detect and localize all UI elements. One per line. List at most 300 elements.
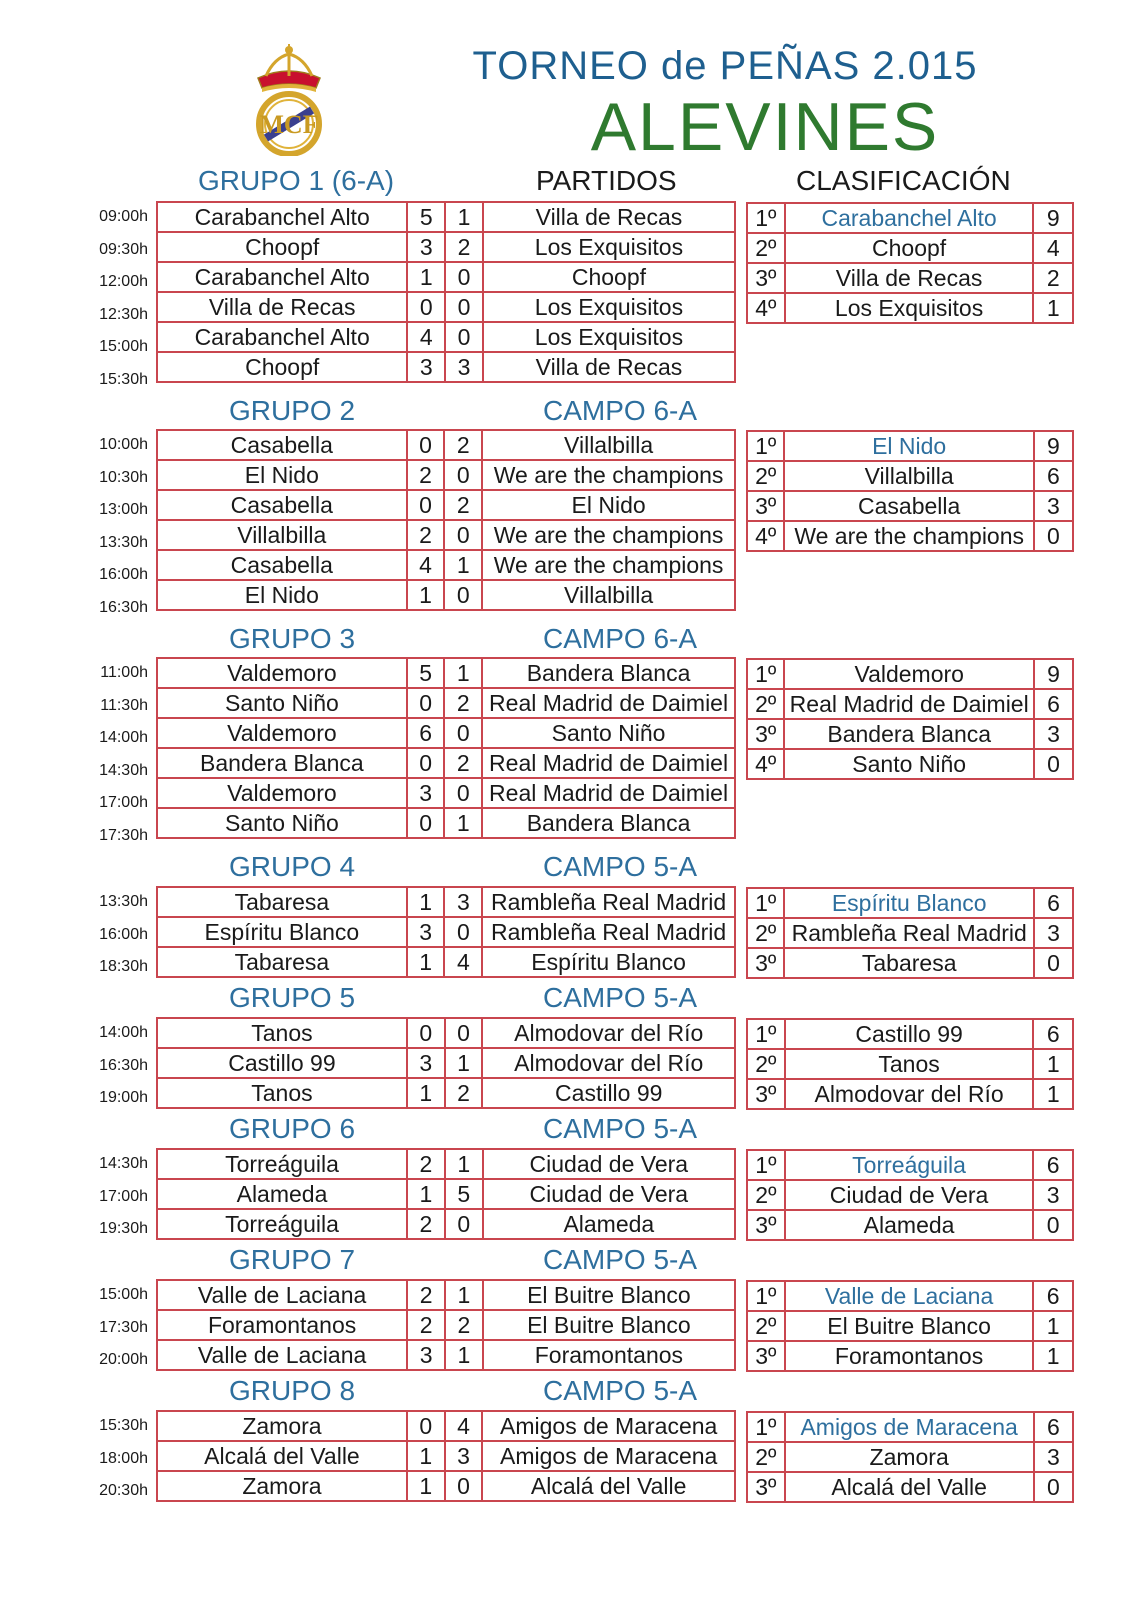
away-team: Castillo 99 [482,1078,735,1108]
standing-position: 2º [747,1180,785,1210]
home-score: 2 [407,1280,445,1310]
standing-team: Valdemoro [784,659,1034,689]
home-team: Choopf [157,352,407,382]
standings-table [746,430,1074,552]
match-row [157,1310,735,1340]
home-score: 1 [407,580,445,610]
group-name: GRUPO 6 [229,1113,356,1144]
home-score: 0 [407,490,445,520]
away-team: El Nido [482,490,735,520]
standing-points: 1 [1033,1311,1073,1341]
group-name: GRUPO 8 [229,1375,356,1406]
standing-team: Choopf [785,233,1034,263]
home-team: Valdemoro [157,658,407,688]
home-team: Foramontanos [157,1310,407,1340]
away-team: Bandera Blanca [482,658,735,688]
home-score: 6 [407,718,445,748]
match-time: 15:30h [99,1417,148,1434]
match-row [157,232,735,262]
standing-team: Zamora [785,1442,1034,1472]
match-time: 19:30h [99,1220,148,1237]
matches-table [156,1017,736,1109]
standing-points: 0 [1034,749,1073,779]
away-score: 2 [444,748,482,778]
standings-row [747,1019,1073,1049]
away-score: 0 [444,460,482,490]
standing-team: Foramontanos [785,1341,1034,1371]
standing-position: 3º [747,1341,785,1371]
home-team: Carabanchel Alto [157,322,407,352]
match-row [157,550,735,580]
standing-team: Amigos de Maracena [785,1412,1034,1442]
standing-team: We are the champions [784,521,1033,551]
match-row [157,1340,735,1370]
match-row [157,292,735,322]
home-team: Zamora [157,1411,407,1441]
standing-position: 2º [747,1311,785,1341]
match-row [157,1411,735,1441]
home-score: 2 [407,520,445,550]
home-team: Santo Niño [157,688,407,718]
home-score: 2 [407,1310,445,1340]
standing-team: El Nido [784,431,1033,461]
match-time: 18:00h [99,1449,148,1467]
away-team: We are the champions [482,520,735,550]
away-score: 3 [445,352,483,382]
standings-row [747,948,1073,978]
away-team: Villalbilla [482,430,735,460]
standings-row [747,1210,1073,1240]
away-team: Los Exquisitos [483,292,735,322]
standing-position: 1º [747,431,784,461]
matches-table [156,886,736,978]
standings-row [747,1281,1073,1311]
home-team: Villalbilla [157,520,407,550]
standings-row [747,1079,1073,1109]
standings-row [747,918,1073,948]
matches-heading: PARTIDOS [536,165,677,196]
away-score: 1 [444,808,482,838]
match-time: 17:30h [99,1318,148,1336]
home-score: 0 [407,1018,445,1048]
away-team: Alameda [483,1209,735,1239]
away-score: 3 [444,887,482,917]
standing-team: Rambleña Real Madrid [784,918,1034,948]
away-team: We are the champions [482,460,735,490]
standing-points: 6 [1033,1019,1073,1049]
match-row [157,322,735,352]
standings-row [747,1412,1073,1442]
standing-position: 2º [747,461,784,491]
match-time: 16:30h [99,598,148,616]
match-time: 13:30h [99,893,148,910]
home-team: Villa de Recas [157,292,407,322]
away-team: El Buitre Blanco [483,1280,735,1310]
match-row [157,1149,735,1179]
home-score: 0 [407,430,445,460]
standings-row [747,461,1073,491]
standings-table [746,658,1074,780]
standing-points: 6 [1034,888,1073,918]
standings-row [747,431,1073,461]
category-title: ALEVINES [590,89,940,165]
away-score: 1 [445,1149,483,1179]
standing-points: 4 [1033,233,1073,263]
group-name: GRUPO 4 [229,851,356,882]
standings-row [747,888,1073,918]
match-time: 09:30h [99,240,148,258]
standing-team: Torreáguila [785,1150,1034,1180]
away-score: 0 [444,778,482,808]
away-score: 2 [445,1078,483,1108]
match-row [157,688,735,718]
standing-position: 1º [747,1281,785,1311]
away-team: We are the champions [482,550,735,580]
home-team: Carabanchel Alto [157,202,407,232]
match-row [157,1179,735,1209]
away-score: 2 [444,490,482,520]
standing-team: Bandera Blanca [784,719,1034,749]
standing-team: Ciudad de Vera [785,1180,1034,1210]
club-crest-logo [244,44,334,156]
match-time: 20:30h [99,1482,148,1499]
crown-icon [258,44,320,92]
match-time: 13:00h [99,501,148,518]
standing-team: Almodovar del Río [785,1079,1034,1109]
matches-table [156,1279,736,1371]
standings-row [747,263,1073,293]
standings-row [747,719,1073,749]
match-time: 11:30h [100,696,148,714]
away-score: 1 [444,550,482,580]
standing-position: 1º [747,203,785,233]
home-score: 0 [407,688,445,718]
standing-points: 9 [1034,659,1073,689]
away-team: Los Exquisitos [483,322,735,352]
away-team: Alcalá del Valle [482,1471,735,1501]
away-team: Foramontanos [483,1340,735,1370]
standings-row [747,233,1073,263]
match-row [157,520,735,550]
standing-team: Castillo 99 [785,1019,1034,1049]
away-score: 0 [445,262,483,292]
home-team: Choopf [157,232,407,262]
standing-position: 3º [747,948,784,978]
away-score: 1 [445,202,483,232]
match-row [157,1048,735,1078]
field-label: CAMPO 5-A [543,1375,698,1406]
home-score: 1 [407,947,445,977]
standings-row [747,1180,1073,1210]
match-row [157,1471,735,1501]
match-time: 11:00h [100,664,148,681]
away-score: 0 [444,917,482,947]
away-team: Santo Niño [482,718,735,748]
away-team: Real Madrid de Daimiel [482,748,735,778]
match-time: 12:30h [99,305,148,323]
match-row [157,202,735,232]
away-score: 0 [445,1018,483,1048]
standing-position: 4º [747,521,784,551]
standings-row [747,1049,1073,1079]
match-time: 18:30h [99,958,148,975]
home-score: 5 [407,202,445,232]
standing-points: 6 [1034,689,1073,719]
standing-position: 1º [747,659,784,689]
home-score: 3 [407,352,445,382]
away-score: 0 [445,292,483,322]
match-time: 15:00h [99,1286,148,1303]
standings-row [747,491,1073,521]
standing-team: Tanos [785,1049,1034,1079]
group-name: GRUPO 1 (6-A) [198,165,395,196]
away-score: 4 [444,947,482,977]
away-team: Real Madrid de Daimiel [482,778,735,808]
standing-points: 3 [1033,1180,1073,1210]
standings-table [746,1149,1074,1241]
home-score: 1 [407,1441,445,1471]
away-score: 5 [445,1179,483,1209]
standings-row [747,1341,1073,1371]
match-time: 15:30h [99,370,148,388]
home-score: 1 [407,262,445,292]
away-score: 2 [445,1310,483,1340]
home-team: Valdemoro [157,718,407,748]
standing-position: 1º [747,1412,785,1442]
standing-position: 3º [747,1210,785,1240]
match-row [157,947,735,977]
away-score: 0 [445,322,483,352]
home-score: 2 [407,1149,445,1179]
standing-points: 2 [1033,263,1073,293]
standing-points: 6 [1034,461,1073,491]
home-score: 4 [407,550,445,580]
standing-points: 1 [1033,1341,1073,1371]
match-row [157,778,735,808]
home-score: 1 [407,1078,445,1108]
home-team: El Nido [157,460,407,490]
away-team: El Buitre Blanco [483,1310,735,1340]
match-row [157,460,735,490]
standings-row [747,203,1073,233]
home-team: Torreáguila [157,1149,407,1179]
standings-row [747,1442,1073,1472]
match-row [157,1018,735,1048]
away-team: Amigos de Maracena [482,1441,735,1471]
standing-points: 0 [1034,521,1073,551]
away-team: Almodovar del Río [482,1018,735,1048]
away-team: Villa de Recas [483,352,735,382]
svg-text:MCF: MCF [259,110,319,139]
home-score: 5 [407,658,445,688]
match-row [157,658,735,688]
match-time: 16:30h [99,1056,148,1074]
standings-row [747,659,1073,689]
match-row [157,1209,735,1239]
away-team: Rambleña Real Madrid [482,917,735,947]
standing-position: 2º [747,1442,785,1472]
standing-team: Real Madrid de Daimiel [784,689,1034,719]
field-label: CAMPO 6-A [543,623,698,654]
match-row [157,1078,735,1108]
away-score: 0 [444,718,482,748]
field-label: CAMPO 5-A [543,1113,698,1144]
standing-position: 3º [747,263,785,293]
group-name: GRUPO 3 [229,623,356,654]
standings-table [746,1411,1074,1503]
standings-row [747,1150,1073,1180]
match-row [157,887,735,917]
field-label: CAMPO 5-A [543,982,698,1013]
home-team: Tanos [157,1078,407,1108]
match-time: 16:00h [99,925,148,943]
home-team: Carabanchel Alto [157,262,407,292]
away-score: 2 [444,688,482,718]
field-label: CAMPO 6-A [543,395,698,426]
home-score: 3 [407,1340,445,1370]
standing-points: 1 [1033,1049,1073,1079]
away-team: Bandera Blanca [482,808,735,838]
standing-points: 3 [1034,719,1073,749]
standings-row [747,521,1073,551]
standing-position: 4º [747,293,785,323]
match-row [157,490,735,520]
match-row [157,352,735,382]
away-score: 0 [444,520,482,550]
group-name: GRUPO 7 [229,1244,356,1275]
match-time: 20:00h [99,1351,148,1368]
matches-table [156,429,736,611]
away-team: Espíritu Blanco [482,947,735,977]
home-team: Bandera Blanca [157,748,407,778]
field-label: CAMPO 5-A [543,851,698,882]
away-score: 1 [444,658,482,688]
standing-position: 2º [747,1049,785,1079]
match-row [157,1280,735,1310]
match-time: 15:00h [99,338,148,355]
standing-team: El Buitre Blanco [785,1311,1034,1341]
standing-position: 2º [747,233,785,263]
home-score: 0 [407,808,445,838]
home-score: 1 [407,887,445,917]
home-team: Valle de Laciana [157,1280,407,1310]
home-score: 1 [407,1471,445,1501]
field-label: CAMPO 5-A [543,1244,698,1275]
matches-table [156,657,736,839]
standing-position: 3º [747,1079,785,1109]
match-time: 10:30h [99,468,148,486]
home-team: Casabella [157,430,407,460]
standings-table [746,1018,1074,1110]
away-score: 1 [445,1048,483,1078]
match-time: 14:00h [99,1024,148,1041]
match-row [157,748,735,778]
home-team: Alameda [157,1179,407,1209]
matches-table [156,1148,736,1240]
home-score: 3 [407,232,445,262]
away-team: Choopf [483,262,735,292]
match-row [157,1441,735,1471]
away-team: Amigos de Maracena [482,1411,735,1441]
match-time: 09:00h [99,208,148,225]
standing-team: Alameda [785,1210,1034,1240]
home-team: Valdemoro [157,778,407,808]
standings-row [747,1311,1073,1341]
standings-table [746,202,1074,324]
away-score: 1 [445,1340,483,1370]
away-team: Los Exquisitos [483,232,735,262]
match-time: 14:30h [99,761,148,779]
match-row [157,917,735,947]
standing-position: 1º [747,1019,785,1049]
match-row [157,580,735,610]
home-score: 2 [407,1209,445,1239]
standing-points: 3 [1034,1442,1073,1472]
standing-points: 1 [1033,1079,1073,1109]
home-team: Tabaresa [157,947,407,977]
match-time: 12:00h [99,273,148,290]
tournament-title: TORNEO de PEÑAS 2.015 [472,44,978,88]
away-team: Ciudad de Vera [483,1149,735,1179]
home-team: Santo Niño [157,808,407,838]
home-team: Castillo 99 [157,1048,407,1078]
standing-team: Villa de Recas [785,263,1034,293]
standing-team: Casabella [784,491,1033,521]
standing-position: 2º [747,918,784,948]
standings-table [746,1280,1074,1372]
standing-team: Tabaresa [784,948,1034,978]
standing-team: Carabanchel Alto [785,203,1034,233]
match-row [157,718,735,748]
standing-team: Alcalá del Valle [785,1472,1034,1502]
group-name: GRUPO 5 [229,982,356,1013]
match-time: 19:00h [99,1089,148,1106]
standings-row [747,749,1073,779]
home-team: Zamora [157,1471,407,1501]
standing-team: Villalbilla [784,461,1033,491]
standing-position: 3º [747,1472,785,1502]
home-score: 0 [407,748,445,778]
home-score: 3 [407,917,445,947]
match-row [157,430,735,460]
home-team: Espíritu Blanco [157,917,407,947]
home-team: El Nido [157,580,407,610]
matches-table [156,1410,736,1502]
standing-points: 1 [1033,293,1073,323]
away-team: Real Madrid de Daimiel [482,688,735,718]
away-score: 1 [445,1280,483,1310]
away-score: 3 [445,1441,483,1471]
standings-row [747,689,1073,719]
standing-points: 0 [1033,1210,1073,1240]
standings-table [746,887,1074,979]
home-team: Torreáguila [157,1209,407,1239]
standing-position: 2º [747,689,784,719]
match-time: 14:00h [99,729,148,746]
home-score: 1 [407,1179,445,1209]
home-team: Alcalá del Valle [157,1441,407,1471]
standing-points: 6 [1034,1412,1073,1442]
home-score: 3 [407,1048,445,1078]
home-score: 2 [407,460,445,490]
standing-position: 3º [747,719,784,749]
away-team: Ciudad de Vera [483,1179,735,1209]
match-time: 14:30h [99,1155,148,1172]
home-team: Casabella [157,550,407,580]
match-time: 17:00h [99,794,148,811]
away-team: Rambleña Real Madrid [482,887,735,917]
standing-team: Valle de Laciana [785,1281,1034,1311]
